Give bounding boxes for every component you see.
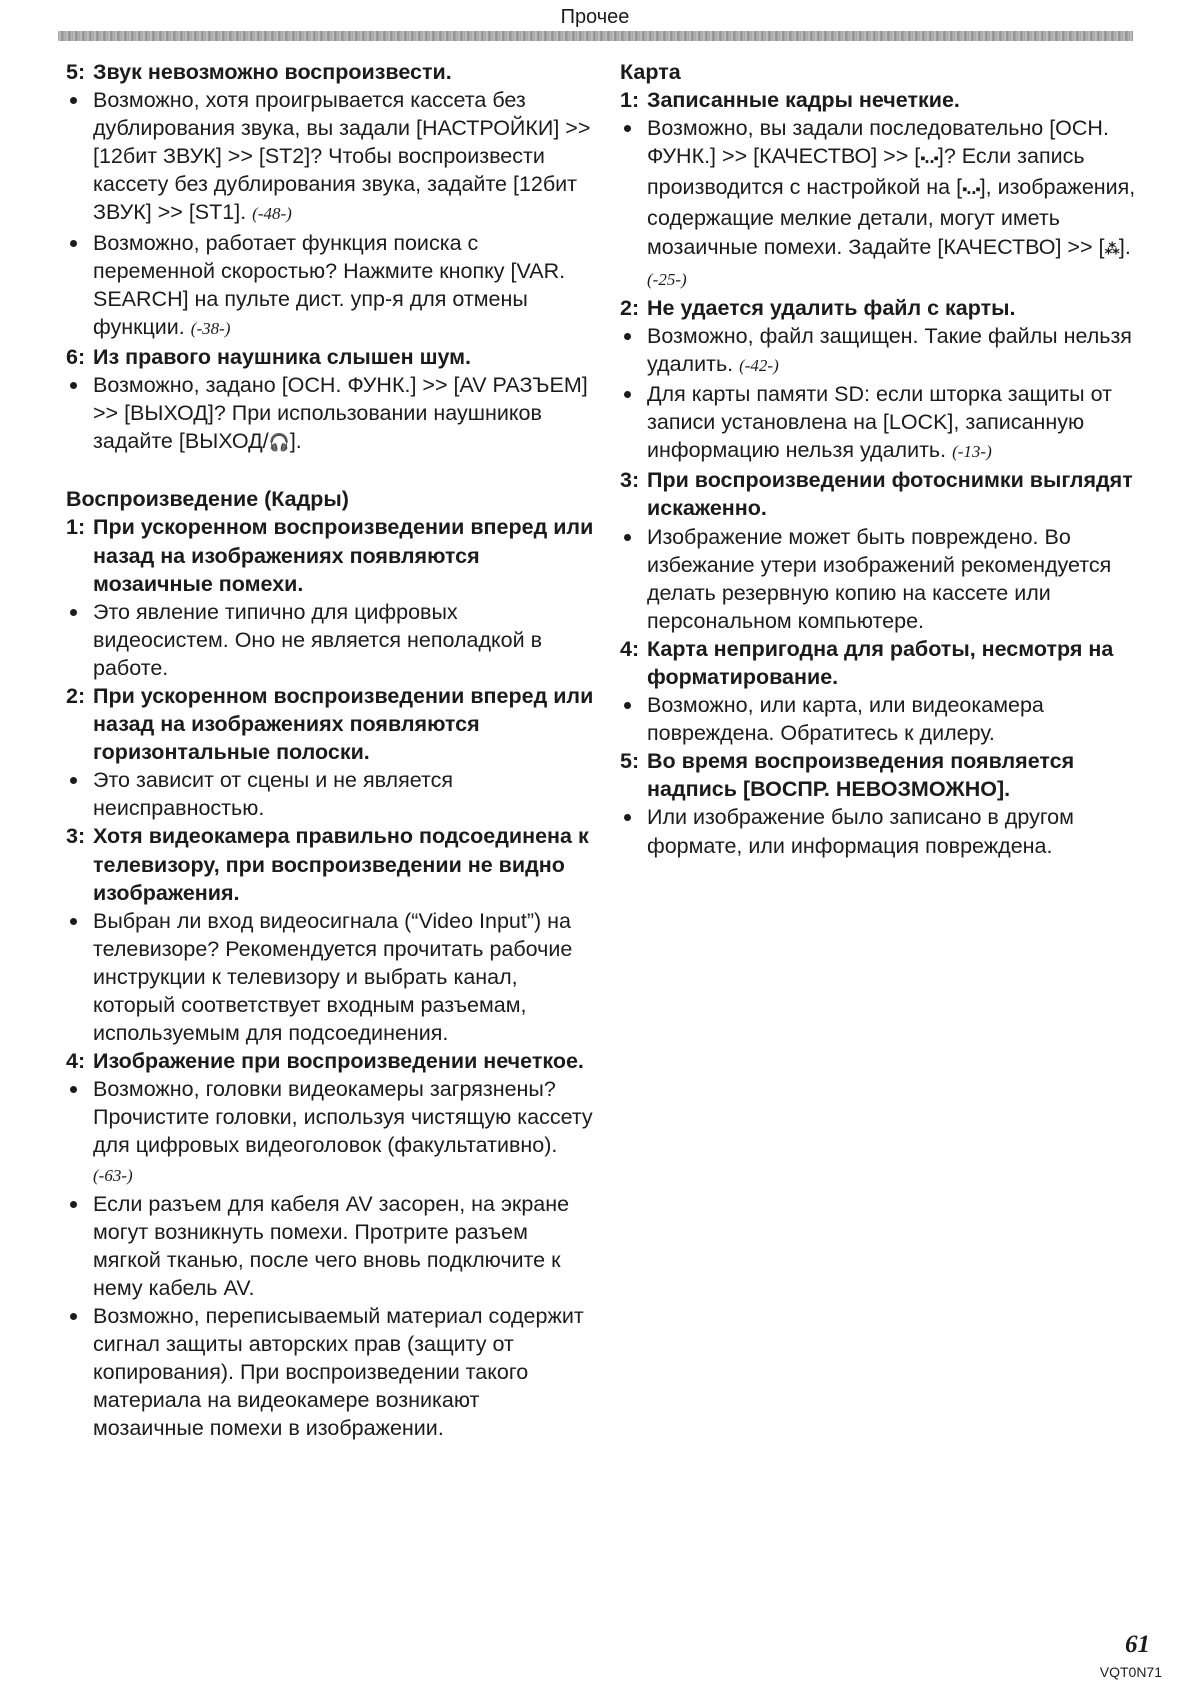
bullet-icon [70, 609, 77, 616]
question-item [66, 343, 596, 371]
question-number: 3: [620, 468, 640, 493]
bullet-icon [70, 97, 77, 104]
bullet-icon [624, 702, 631, 709]
bullet-text: Возможно, вы задали последовательно [ОСН. ФУНК.] >> [КАЧЕСТВО] >> [ [647, 116, 1109, 169]
question-number: 6: [66, 344, 86, 369]
bullet-icon [70, 918, 77, 925]
document-code: VQT0N71 [1099, 1664, 1162, 1680]
question-item [66, 822, 596, 906]
bullet-icon [70, 1086, 77, 1093]
bullet-text: Возможно, переписываемый материал содержит сигнал защиты авторских прав (защиту от копирования). При воспроизведении такого материала на видеокамере возникают мозаичные помехи в изображении. [93, 1304, 584, 1441]
bullet-text: Возможно, или карта, или видеокамера повреждена. Обратитесь к дилеру. [647, 693, 1044, 746]
bullet-icon [70, 1313, 77, 1320]
bullet-text: Возможно, головки видеокамеры загрязнены? Прочистите головки, используя чистящую кассету для цифровых видеоголовок (факультативно). [93, 1077, 593, 1158]
bullet-item [620, 322, 1140, 380]
bullet-icon [624, 333, 631, 340]
bullet-text: ]? Если запись производится с настройкой на [ [647, 144, 1085, 200]
bullet-icon [624, 534, 631, 541]
page-header-title: Прочее [560, 6, 630, 28]
bullet-item [620, 803, 1140, 859]
bullet-item [66, 598, 596, 682]
question-text: Не удается удалить файл с карты. [647, 295, 1016, 320]
headphones-icon: 🎧 [268, 433, 290, 453]
page-reference: (-13-) [952, 442, 992, 462]
right-column [620, 58, 1140, 860]
question-item [620, 747, 1140, 803]
question-number: 1: [66, 515, 86, 540]
quality-fine-icon: ⁂ [1104, 240, 1119, 258]
question-item [620, 635, 1140, 691]
bullet-item [620, 691, 1140, 747]
bullet-item [620, 523, 1140, 635]
bullet-text: Возможно, задано [ОСН. ФУНК.] >> [AV РАЗЪЕМ] >> [ВЫХОД]? При использовании наушников задайте [93, 373, 588, 454]
question-text: При ускоренном воспроизведении вперед или назад на изображениях появляются горизонтальные полоски. [93, 683, 594, 765]
question-number: 1: [620, 88, 640, 113]
bullet-text: Это явление типично для цифровых видеосистем. Оно не является неполадкой в работе. [93, 599, 543, 680]
question-text: Записанные кадры нечеткие. [647, 88, 960, 113]
page-number: 61 [1125, 1631, 1150, 1658]
bullet-text: Или изображение было записано в другом формате, или информация повреждена. [647, 805, 1074, 858]
bullet-text: Изображение может быть повреждено. Во избежание утери изображений рекомендуется делать резервную копию на кассете или персональном компьютере. [647, 524, 1112, 633]
bullet-item [66, 907, 596, 1047]
question-text: При ускоренном воспроизведении вперед или назад на изображениях появляются мозаичные помехи. [93, 515, 594, 596]
question-text: Из правого наушника слышен шум. [93, 344, 472, 369]
bullet-text: Выбран ли вход видеосигнала (“Video Input”) на телевизоре? Рекомендуется прочитать рабочие инструкции к телевизору и выбрать канал, который соответствует входным разъемам, используемым для подсоединения. [93, 908, 573, 1046]
section-title-card: Карта [620, 60, 681, 84]
bullet-icon [70, 240, 77, 247]
bullet-icon [70, 1201, 77, 1208]
question-number: 2: [66, 683, 86, 708]
bullet-item [66, 766, 596, 822]
question-item [66, 513, 596, 597]
section-title-playback: Воспроизведение (Кадры) [66, 487, 349, 512]
question-text: При воспроизведении фотоснимки выглядят искаженно. [647, 468, 1133, 521]
bullet-icon [70, 777, 77, 784]
quality-normal-icon: ▪‥▪ [962, 181, 980, 199]
bullet-text: Для карты памяти SD: если шторка защиты от записи установлена на [LOCK], записанную информацию нельзя удалить. [647, 382, 1112, 463]
bullet-text: Возможно, работает функция поиска с переменной скоростью? Нажмите кнопку [VAR. SEARCH] на пульте дист. упр-я для отмены функции. [93, 230, 566, 339]
question-text: Хотя видеокамера правильно подсоединена к телевизору, при воспроизведении не видно изображения. [93, 824, 589, 905]
bullet-icon [624, 814, 631, 821]
question-item [620, 294, 1140, 322]
bullet-item [66, 371, 596, 457]
question-text: Изображение при воспроизведении нечеткое. [93, 1049, 584, 1074]
bullet-item [66, 1302, 596, 1442]
question-number: 3: [66, 824, 86, 849]
question-item [620, 86, 1140, 114]
bullet-item [66, 229, 596, 343]
question-text: Карта непригодна для работы, несмотря на форматирование. [647, 636, 1114, 689]
question-number: 2: [620, 295, 640, 320]
question-item [66, 682, 596, 766]
bullet-text: ]. [1118, 234, 1131, 259]
quality-normal-icon: ▪‥▪ [920, 150, 938, 168]
question-item [66, 1047, 596, 1075]
bullet-item [66, 86, 596, 228]
question-text: Звук невозможно воспроизвести. [93, 60, 452, 84]
header-divider [58, 31, 1133, 41]
bullet-icon [624, 391, 631, 398]
bullet-text-end: ]. [289, 429, 302, 454]
bullet-text-tail: [ВЫХОД/ [178, 429, 269, 454]
bullet-item [620, 380, 1140, 466]
page-reference: (-38-) [190, 318, 231, 338]
bullet-text: Если разъем для кабеля AV засорен, на экране могут возникнуть помехи. Протрите разъем мягкой тканью, после чего вновь подключите к нему кабель AV. [93, 1191, 570, 1300]
question-number: 5: [66, 60, 86, 84]
question-item [620, 466, 1140, 522]
question-text: Во время воспроизведения появляется надпись [ВОСПР. НЕВОЗМОЖНО]. [647, 749, 1075, 802]
page-reference: (-63-) [93, 1165, 133, 1185]
bullet-icon [624, 125, 631, 132]
page-reference: (-25-) [647, 269, 687, 289]
bullet-text: Возможно, файл защищен. Такие файлы нельзя удалить. [647, 323, 1132, 376]
bullet-text: Возможно, хотя проигрывается кассета без дублирования звука, вы задали [НАСТРОЙКИ] >> [12бит ЗВУК] >> [ST2]? Чтобы воспроизвести кассету без дублирования звука, задайте [12бит ЗВУК] >> [ST1]. [93, 88, 591, 225]
question-item [66, 58, 596, 86]
bullet-item [66, 1075, 596, 1189]
page-reference: (-48-) [252, 204, 292, 224]
bullet-item [620, 114, 1140, 294]
left-column [66, 58, 596, 1443]
bullet-text: ], изображения, содержащие мелкие детали, могут иметь мозаичные помехи. Задайте [КАЧЕСТВО] >> [ [647, 175, 1136, 259]
bullet-item [66, 1190, 596, 1302]
question-number: 4: [620, 636, 640, 661]
page-reference: (-42-) [739, 355, 779, 375]
question-number: 5: [620, 749, 640, 774]
bullet-text: Это зависит от сцены и не является неисправностью. [93, 768, 453, 821]
bullet-icon [70, 382, 77, 389]
question-number: 4: [66, 1049, 86, 1074]
